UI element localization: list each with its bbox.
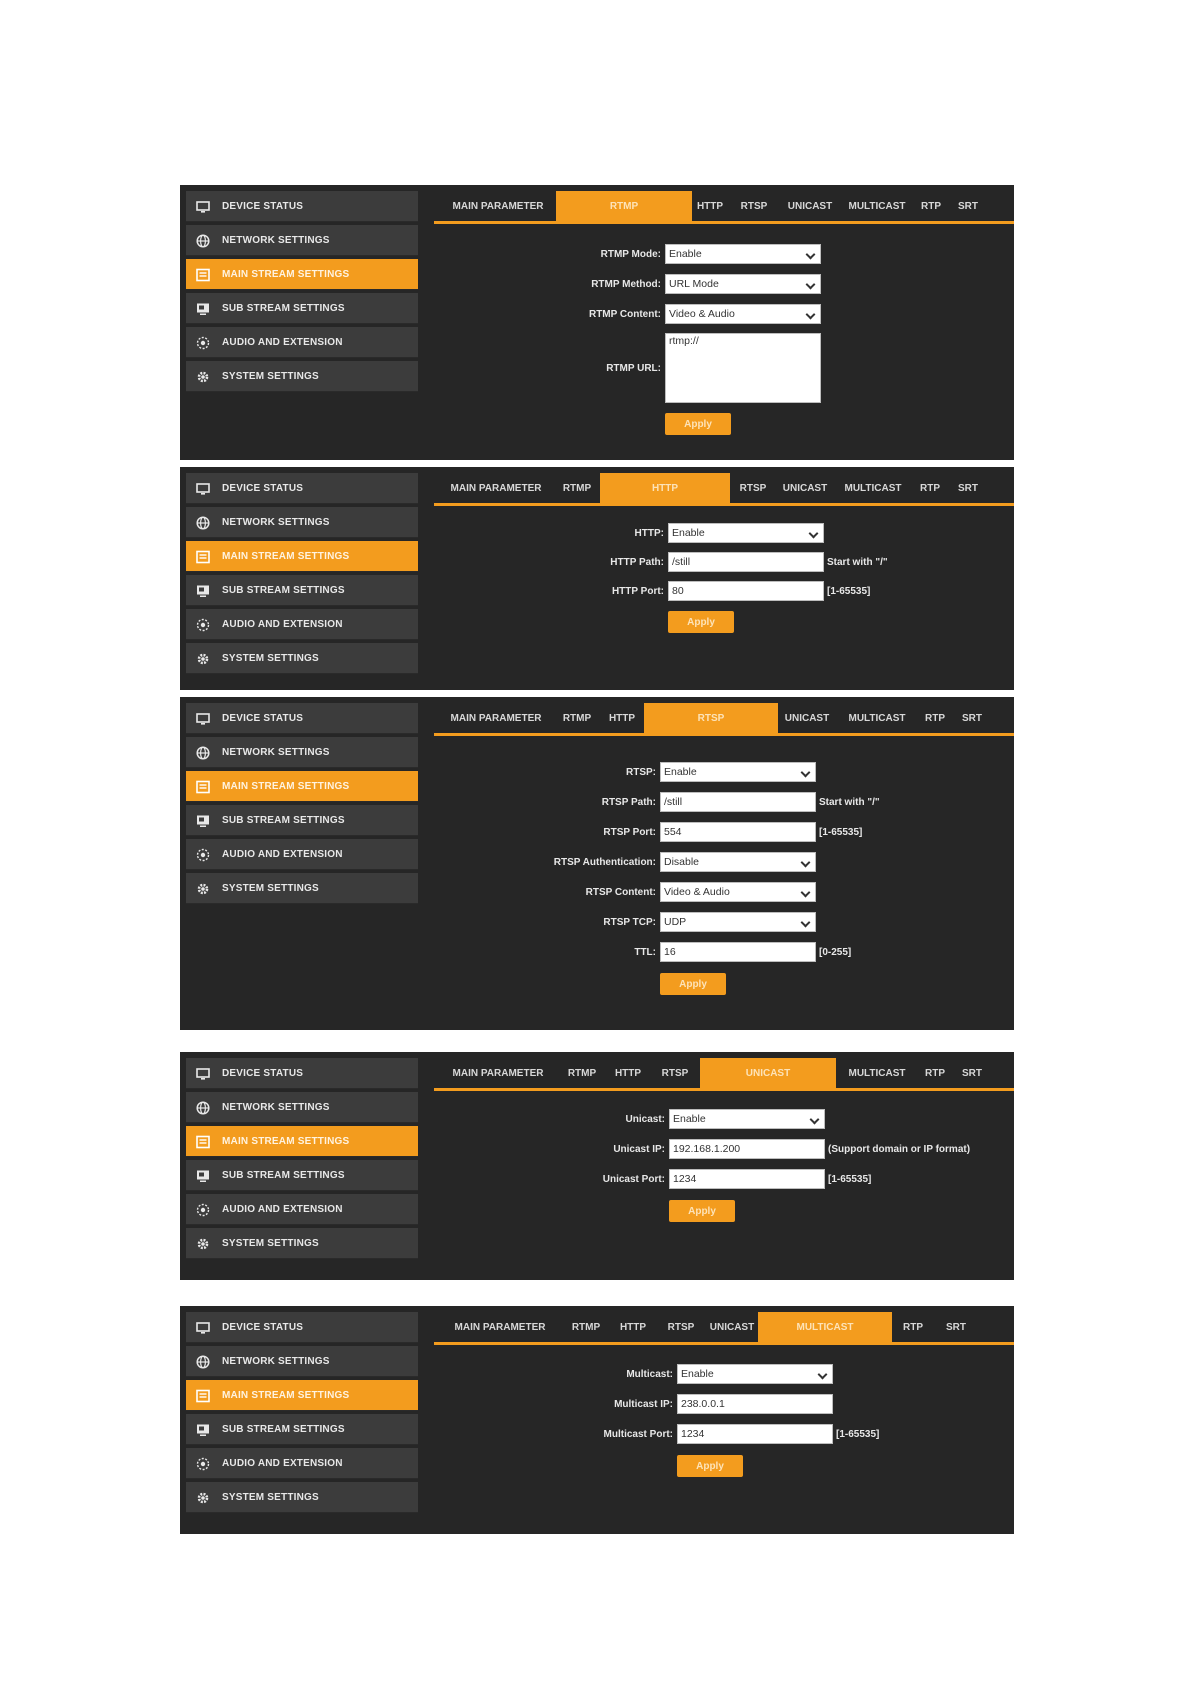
form-row-ttl	[634, 941, 852, 963]
sidebar-item-label: NETWORK SETTINGS	[222, 1356, 330, 1367]
sidebar-item-network-settings[interactable]	[186, 1346, 418, 1377]
sub-stream-icon	[196, 1169, 210, 1183]
stream-icon	[196, 1135, 210, 1149]
monitor-icon	[196, 712, 210, 726]
field-label: RTSP Content:	[585, 886, 656, 898]
http-port-input[interactable]: 80	[668, 581, 824, 601]
field-label: HTTP:	[634, 527, 664, 539]
sidebar-item-network-settings[interactable]	[186, 225, 418, 256]
tab-srt[interactable]: SRT	[962, 1067, 982, 1079]
form-row-rtsp-tcp	[603, 911, 816, 933]
sidebar	[186, 1312, 418, 1516]
sidebar-item-audio-and-extension[interactable]	[186, 609, 418, 640]
tab-rtp[interactable]: RTP	[920, 482, 940, 494]
rtsp-select[interactable]: Enable	[660, 762, 816, 782]
tab-unicast[interactable]: UNICAST	[700, 1058, 836, 1088]
sidebar-item-network-settings[interactable]	[186, 1092, 418, 1123]
field-hint: [1-65535]	[827, 585, 871, 597]
field-label: RTMP Method:	[591, 278, 661, 290]
unicast-select[interactable]: Enable	[669, 1109, 825, 1129]
form-row-multicast	[626, 1363, 833, 1385]
rtsp-port-input[interactable]: 554	[660, 822, 816, 842]
sidebar	[186, 473, 418, 677]
field-label: RTSP TCP:	[603, 916, 656, 928]
globe-icon	[196, 516, 210, 530]
rtsp-content-select[interactable]: Video & Audio	[660, 882, 816, 902]
audio-icon	[196, 336, 210, 350]
sub-stream-icon	[196, 584, 210, 598]
settings-panel	[180, 1052, 1014, 1280]
tab-unicast[interactable]: UNICAST	[782, 482, 828, 494]
form-row-unicast-port	[602, 1168, 872, 1190]
form-row-unicast-ip	[613, 1138, 971, 1160]
field-label: Unicast Port:	[602, 1173, 665, 1185]
form-row-rtsp-authentication	[553, 851, 816, 873]
gear-icon	[196, 1491, 210, 1505]
sidebar-item-label: SYSTEM SETTINGS	[222, 653, 319, 664]
sidebar-item-label: MAIN STREAM SETTINGS	[222, 551, 350, 562]
form-row-rtsp	[626, 761, 816, 783]
panel-inner	[180, 185, 1014, 460]
sidebar-item-label: NETWORK SETTINGS	[222, 235, 330, 246]
sidebar-item-label: SYSTEM SETTINGS	[222, 1238, 319, 1249]
sidebar-item-sub-stream-settings[interactable]	[186, 1414, 418, 1445]
rtmp-mode-select[interactable]: Enable	[665, 244, 821, 264]
settings-panel	[180, 185, 1014, 460]
monitor-icon	[196, 1067, 210, 1081]
sidebar-item-system-settings[interactable]	[186, 1228, 418, 1259]
rtmp-method-select[interactable]: URL Mode	[665, 274, 821, 294]
sub-stream-icon	[196, 302, 210, 316]
field-label: RTSP Path:	[601, 796, 656, 808]
tab-multicast[interactable]: MULTICAST	[844, 482, 902, 494]
unicast-ip-input[interactable]: 192.168.1.200	[669, 1139, 825, 1159]
field-hint: Start with "/"	[827, 556, 888, 568]
sidebar-item-label: SYSTEM SETTINGS	[222, 1492, 319, 1503]
http-path-input[interactable]: /still	[668, 552, 824, 572]
tab-underline	[434, 733, 1014, 736]
rtmp-url-textarea[interactable]: rtmp://	[665, 333, 821, 403]
sidebar-item-network-settings[interactable]	[186, 737, 418, 768]
form-row-rtmp-mode	[600, 243, 821, 265]
tab-underline	[434, 221, 1014, 224]
tab-http[interactable]: HTTP	[696, 200, 724, 212]
form-row-http-path	[610, 551, 888, 573]
tab-srt[interactable]: SRT	[946, 1321, 966, 1333]
sidebar-item-label: MAIN STREAM SETTINGS	[222, 269, 350, 280]
sidebar-item-main-stream-settings[interactable]	[186, 1380, 418, 1411]
tab-rtsp[interactable]: RTSP	[644, 703, 778, 733]
sub-stream-icon	[196, 814, 210, 828]
form-row-rtsp-port	[603, 821, 863, 843]
audio-icon	[196, 618, 210, 632]
sidebar-item-label: NETWORK SETTINGS	[222, 517, 330, 528]
form-row-multicast-port	[603, 1423, 880, 1445]
sidebar-item-label: MAIN STREAM SETTINGS	[222, 1136, 350, 1147]
sidebar-item-label: AUDIO AND EXTENSION	[222, 619, 343, 630]
panel-inner	[180, 1306, 1014, 1534]
globe-icon	[196, 1355, 210, 1369]
tab-multicast[interactable]: MULTICAST	[848, 1067, 906, 1079]
sidebar-item-system-settings[interactable]	[186, 361, 418, 392]
tab-bar	[434, 1312, 1014, 1344]
sidebar-item-network-settings[interactable]	[186, 507, 418, 538]
tab-main-parameter[interactable]: MAIN PARAMETER	[452, 1067, 544, 1079]
tab-underline	[434, 503, 1014, 506]
tab-underline	[434, 1342, 1014, 1345]
form-row-rtmp-method	[591, 273, 821, 295]
tab-rtmp[interactable]: RTMP	[567, 1067, 597, 1079]
form-row-unicast	[625, 1108, 825, 1130]
field-hint: [1-65535]	[836, 1428, 880, 1440]
tab-multicast[interactable]: MULTICAST	[848, 712, 906, 724]
sidebar-item-label: MAIN STREAM SETTINGS	[222, 781, 350, 792]
sidebar-item-main-stream-settings[interactable]	[186, 1126, 418, 1157]
rtmp-content-select[interactable]: Video & Audio	[665, 304, 821, 324]
settings-panel	[180, 697, 1014, 1030]
tab-rtsp[interactable]: RTSP	[667, 1321, 695, 1333]
rtsp-authentication-select[interactable]: Disable	[660, 852, 816, 872]
tab-rtmp[interactable]: RTMP	[556, 191, 692, 221]
sidebar-item-main-stream-settings[interactable]	[186, 771, 418, 802]
field-label: RTSP Authentication:	[553, 856, 656, 868]
multicast-port-input[interactable]: 1234	[677, 1424, 833, 1444]
sidebar-item-label: DEVICE STATUS	[222, 483, 304, 494]
monitor-icon	[196, 482, 210, 496]
sidebar-item-label: DEVICE STATUS	[222, 1322, 304, 1333]
tab-underline	[434, 1088, 1014, 1091]
field-label: Multicast:	[626, 1368, 673, 1380]
globe-icon	[196, 1101, 210, 1115]
apply-button[interactable]: Apply	[660, 973, 726, 995]
sidebar-item-device-status[interactable]	[186, 191, 418, 222]
sidebar-item-label: NETWORK SETTINGS	[222, 747, 330, 758]
sidebar-item-label: SYSTEM SETTINGS	[222, 371, 319, 382]
sidebar-item-label: AUDIO AND EXTENSION	[222, 849, 343, 860]
field-hint: (Support domain or IP format)	[828, 1143, 971, 1155]
sidebar-item-sub-stream-settings[interactable]	[186, 293, 418, 324]
sidebar-item-label: SUB STREAM SETTINGS	[222, 1424, 345, 1435]
sidebar-item-system-settings[interactable]	[186, 643, 418, 674]
tab-rtmp[interactable]: RTMP	[571, 1321, 601, 1333]
sidebar-item-label: SYSTEM SETTINGS	[222, 883, 319, 894]
gear-icon	[196, 1237, 210, 1251]
field-label: RTSP:	[626, 766, 656, 778]
form-row-multicast-ip	[614, 1393, 833, 1415]
tab-rtmp[interactable]: RTMP	[562, 712, 592, 724]
field-label: RTMP Mode:	[600, 248, 661, 260]
rtsp-tcp-select[interactable]: UDP	[660, 912, 816, 932]
field-label: TTL:	[634, 946, 656, 958]
sidebar-item-device-status[interactable]	[186, 473, 418, 504]
tab-rtsp[interactable]: RTSP	[740, 200, 768, 212]
tab-http[interactable]: HTTP	[608, 712, 636, 724]
sidebar-item-main-stream-settings[interactable]	[186, 541, 418, 572]
tab-srt[interactable]: SRT	[962, 712, 982, 724]
field-label: RTMP Content:	[588, 308, 661, 320]
apply-button[interactable]: Apply	[669, 1200, 735, 1222]
stream-icon	[196, 780, 210, 794]
panel-inner	[180, 1052, 1014, 1280]
settings-panel	[180, 1306, 1014, 1534]
tab-rtp[interactable]: RTP	[925, 1067, 945, 1079]
form-row-rtmp-content	[588, 303, 821, 325]
tab-rtp[interactable]: RTP	[903, 1321, 923, 1333]
tab-multicast[interactable]: MULTICAST	[848, 200, 906, 212]
stream-icon	[196, 550, 210, 564]
sidebar-item-system-settings[interactable]	[186, 1482, 418, 1513]
sidebar-item-device-status[interactable]	[186, 1058, 418, 1089]
form-row-http-port	[611, 580, 871, 602]
field-hint: [1-65535]	[819, 826, 863, 838]
sidebar-item-audio-and-extension[interactable]	[186, 1448, 418, 1479]
tab-bar	[434, 1058, 1014, 1090]
sidebar-item-sub-stream-settings[interactable]	[186, 575, 418, 606]
sidebar-item-label: DEVICE STATUS	[222, 713, 304, 724]
rtsp-path-input[interactable]: /still	[660, 792, 816, 812]
sidebar-item-label: AUDIO AND EXTENSION	[222, 1204, 343, 1215]
multicast-ip-input[interactable]: 238.0.0.1	[677, 1394, 833, 1414]
tab-rtsp[interactable]: RTSP	[661, 1067, 689, 1079]
audio-icon	[196, 1203, 210, 1217]
tab-main-parameter[interactable]: MAIN PARAMETER	[452, 200, 544, 212]
tab-bar	[434, 473, 1014, 505]
monitor-icon	[196, 1321, 210, 1335]
field-label: Multicast Port:	[603, 1428, 673, 1440]
tab-bar	[434, 703, 1014, 735]
field-label: Unicast:	[625, 1113, 665, 1125]
tab-srt[interactable]: SRT	[958, 200, 978, 212]
sub-stream-icon	[196, 1423, 210, 1437]
ttl-input[interactable]: 16	[660, 942, 816, 962]
field-hint: Start with "/"	[819, 796, 880, 808]
panel-inner	[180, 697, 1014, 1030]
field-label: HTTP Path:	[610, 556, 664, 568]
tab-srt[interactable]: SRT	[958, 482, 978, 494]
field-label: HTTP Port:	[611, 585, 664, 597]
form-row-rtsp-content	[585, 881, 816, 903]
field-label: RTSP Port:	[603, 826, 656, 838]
sidebar-item-label: SUB STREAM SETTINGS	[222, 815, 345, 826]
tab-unicast[interactable]: UNICAST	[784, 712, 830, 724]
field-label: RTMP URL:	[606, 363, 661, 374]
field-label: Multicast IP:	[614, 1398, 673, 1410]
sidebar-item-sub-stream-settings[interactable]	[186, 805, 418, 836]
settings-panel	[180, 467, 1014, 690]
tab-main-parameter[interactable]: MAIN PARAMETER	[450, 712, 542, 724]
globe-icon	[196, 234, 210, 248]
form-row-http	[634, 522, 824, 544]
tab-bar	[434, 191, 1014, 223]
sidebar-item-audio-and-extension[interactable]	[186, 1194, 418, 1225]
sidebar	[186, 1058, 418, 1262]
sidebar-item-label: AUDIO AND EXTENSION	[222, 337, 343, 348]
sidebar-item-sub-stream-settings[interactable]	[186, 1160, 418, 1191]
unicast-port-input[interactable]: 1234	[669, 1169, 825, 1189]
tab-rtp[interactable]: RTP	[921, 200, 941, 212]
tab-rtsp[interactable]: RTSP	[739, 482, 767, 494]
stream-icon	[196, 268, 210, 282]
field-label: Unicast IP:	[613, 1143, 665, 1155]
apply-button[interactable]: Apply	[668, 611, 734, 633]
sidebar-item-audio-and-extension[interactable]	[186, 839, 418, 870]
tab-http[interactable]: HTTP	[600, 473, 730, 503]
sidebar-item-label: SUB STREAM SETTINGS	[222, 585, 345, 596]
http-select[interactable]: Enable	[668, 523, 824, 543]
form-row-rtsp-path	[601, 791, 880, 813]
sidebar-item-label: DEVICE STATUS	[222, 1068, 304, 1079]
monitor-icon	[196, 200, 210, 214]
sidebar-item-label: AUDIO AND EXTENSION	[222, 1458, 343, 1469]
globe-icon	[196, 746, 210, 760]
tab-rtmp[interactable]: RTMP	[562, 482, 592, 494]
tab-http[interactable]: HTTP	[614, 1067, 642, 1079]
tab-rtp[interactable]: RTP	[925, 712, 945, 724]
gear-icon	[196, 652, 210, 666]
sidebar-item-label: MAIN STREAM SETTINGS	[222, 1390, 350, 1401]
form-row-rtmp-url	[606, 333, 821, 403]
field-hint: [0-255]	[819, 946, 852, 958]
sidebar-item-device-status[interactable]	[186, 703, 418, 734]
field-hint: [1-65535]	[828, 1173, 872, 1185]
sidebar-item-system-settings[interactable]	[186, 873, 418, 904]
sidebar-item-device-status[interactable]	[186, 1312, 418, 1343]
tab-unicast[interactable]: UNICAST	[709, 1321, 755, 1333]
sidebar	[186, 703, 418, 907]
sidebar-item-label: NETWORK SETTINGS	[222, 1102, 330, 1113]
gear-icon	[196, 882, 210, 896]
panel-inner	[180, 467, 1014, 690]
sidebar-item-label: DEVICE STATUS	[222, 201, 304, 212]
sidebar-item-audio-and-extension[interactable]	[186, 327, 418, 358]
tab-main-parameter[interactable]: MAIN PARAMETER	[454, 1321, 546, 1333]
stream-icon	[196, 1389, 210, 1403]
tab-multicast[interactable]: MULTICAST	[758, 1312, 892, 1342]
sidebar-item-label: SUB STREAM SETTINGS	[222, 1170, 345, 1181]
tab-http[interactable]: HTTP	[619, 1321, 647, 1333]
tab-main-parameter[interactable]: MAIN PARAMETER	[450, 482, 542, 494]
tab-unicast[interactable]: UNICAST	[787, 200, 833, 212]
apply-button[interactable]: Apply	[677, 1455, 743, 1477]
sidebar-item-main-stream-settings[interactable]	[186, 259, 418, 290]
multicast-select[interactable]: Enable	[677, 1364, 833, 1384]
sidebar-item-label: SUB STREAM SETTINGS	[222, 303, 345, 314]
audio-icon	[196, 1457, 210, 1471]
sidebar	[186, 191, 418, 395]
gear-icon	[196, 370, 210, 384]
audio-icon	[196, 848, 210, 862]
apply-button[interactable]: Apply	[665, 413, 731, 435]
